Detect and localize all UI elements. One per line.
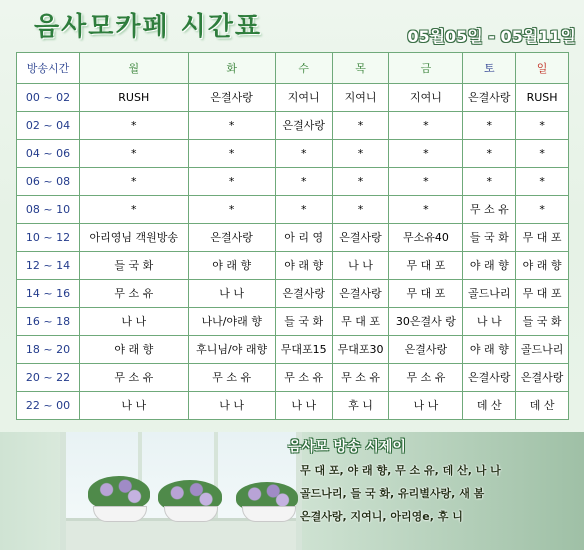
flower-pot-base-1 bbox=[93, 506, 147, 522]
table-row bbox=[17, 224, 569, 252]
time-slot-cell: 00 ~ 02 bbox=[17, 84, 80, 112]
schedule-cell: 지여니 bbox=[389, 84, 463, 112]
table-row bbox=[17, 84, 569, 112]
broadcasters-line-1: 무 대 포, 야 래 향, 무 소 유, 데 산, 나 나 bbox=[300, 464, 501, 477]
schedule-cell: 야 래 향 bbox=[80, 336, 189, 364]
schedule-cell: * bbox=[389, 112, 463, 140]
schedule-cell: 나 나 bbox=[275, 392, 332, 420]
flower-pot-1 bbox=[88, 476, 150, 510]
schedule-cell: 무 대 포 bbox=[332, 308, 389, 336]
schedule-cell: 데 산 bbox=[463, 392, 516, 420]
schedule-cell: * bbox=[332, 168, 389, 196]
schedule-cell: 나 나 bbox=[332, 252, 389, 280]
schedule-cell: * bbox=[332, 140, 389, 168]
schedule-cell: 들 국 화 bbox=[80, 252, 189, 280]
schedule-cell: * bbox=[332, 112, 389, 140]
schedule-cell: 무대포15 bbox=[275, 336, 332, 364]
table-row bbox=[17, 196, 569, 224]
schedule-cell: 나 나 bbox=[389, 392, 463, 420]
schedule-cell: * bbox=[516, 196, 569, 224]
schedule-cell: 야 래 향 bbox=[275, 252, 332, 280]
schedule-cell: 지여니 bbox=[332, 84, 389, 112]
schedule-cell: 지여니 bbox=[275, 84, 332, 112]
schedule-cell: * bbox=[188, 196, 275, 224]
schedule-cell: 나나/야래 향 bbox=[188, 308, 275, 336]
broadcasters-line-2: 골드나리, 들 국 화, 유리별사랑, 새 봄 bbox=[300, 487, 485, 500]
table-row bbox=[17, 280, 569, 308]
time-slot-cell: 20 ~ 22 bbox=[17, 364, 80, 392]
time-slot-cell: 02 ~ 04 bbox=[17, 112, 80, 140]
time-slot-cell: 18 ~ 20 bbox=[17, 336, 80, 364]
schedule-cell: * bbox=[275, 168, 332, 196]
time-slot-cell: 10 ~ 12 bbox=[17, 224, 80, 252]
schedule-cell: 무 대 포 bbox=[516, 224, 569, 252]
schedule-cell: 은결사랑 bbox=[188, 224, 275, 252]
schedule-cell: 은결사랑 bbox=[188, 84, 275, 112]
schedule-cell: 골드나리 bbox=[516, 336, 569, 364]
schedule-cell: 은결사랑 bbox=[463, 84, 516, 112]
schedule-cell: * bbox=[188, 140, 275, 168]
schedule-cell: 들 국 화 bbox=[275, 308, 332, 336]
schedule-cell: 아 리 영 bbox=[275, 224, 332, 252]
schedule-cell: 30은결사 랑 bbox=[389, 308, 463, 336]
schedule-cell: 무 소 유 bbox=[332, 364, 389, 392]
schedule-cell: * bbox=[389, 168, 463, 196]
schedule-cell: 나 나 bbox=[188, 280, 275, 308]
schedule-cell: 야 래 향 bbox=[516, 252, 569, 280]
table-row bbox=[17, 336, 569, 364]
schedule-cell: 무소유40 bbox=[389, 224, 463, 252]
broadcasters-line-3: 은결사랑, 지여니, 아리영e, 후 니 bbox=[300, 510, 463, 523]
time-slot-cell: 12 ~ 14 bbox=[17, 252, 80, 280]
schedule-cell: 무 대 포 bbox=[516, 280, 569, 308]
schedule-cell: 나 나 bbox=[80, 308, 189, 336]
schedule-cell: * bbox=[188, 168, 275, 196]
page-title: 음사모카페 시간표 bbox=[34, 12, 262, 42]
schedule-cell: * bbox=[516, 112, 569, 140]
schedule-cell: 무대포30 bbox=[332, 336, 389, 364]
schedule-cell: 후니님/야 래향 bbox=[188, 336, 275, 364]
table-row bbox=[17, 140, 569, 168]
schedule-cell: 야 래 향 bbox=[463, 252, 516, 280]
schedule-cell: 들 국 화 bbox=[463, 224, 516, 252]
schedule-cell: 무 소 유 bbox=[80, 280, 189, 308]
schedule-cell: 무 소 유 bbox=[463, 196, 516, 224]
schedule-cell: 아리영님 객원방송 bbox=[80, 224, 189, 252]
schedule-cell: 은결사랑 bbox=[389, 336, 463, 364]
schedule-cell: * bbox=[80, 196, 189, 224]
schedule-cell: 야 래 향 bbox=[463, 336, 516, 364]
header-day-fri: 금 bbox=[389, 53, 463, 84]
schedule-table bbox=[16, 52, 569, 420]
schedule-cell: 무 대 포 bbox=[389, 280, 463, 308]
date-range: 05월05일 - 05월11일 bbox=[407, 27, 576, 46]
schedule-cell: 나 나 bbox=[188, 392, 275, 420]
time-slot-cell: 16 ~ 18 bbox=[17, 308, 80, 336]
time-slot-cell: 06 ~ 08 bbox=[17, 168, 80, 196]
header-day-sat: 토 bbox=[463, 53, 516, 84]
table-row bbox=[17, 112, 569, 140]
header-day-sun: 일 bbox=[516, 53, 569, 84]
flower-pot-base-2 bbox=[164, 506, 218, 522]
schedule-cell: * bbox=[80, 168, 189, 196]
schedule-cell: * bbox=[188, 112, 275, 140]
schedule-header-row bbox=[17, 53, 569, 84]
schedule-cell: 나 나 bbox=[463, 308, 516, 336]
time-slot-cell: 14 ~ 16 bbox=[17, 280, 80, 308]
table-row bbox=[17, 392, 569, 420]
header-day-wed: 수 bbox=[275, 53, 332, 84]
header-day-mon: 월 bbox=[80, 53, 189, 84]
table-row bbox=[17, 308, 569, 336]
header-day-thu: 목 bbox=[332, 53, 389, 84]
schedule-cell: 무 소 유 bbox=[188, 364, 275, 392]
schedule-cell: 은결사랑 bbox=[275, 112, 332, 140]
broadcasters-title: 음사모 방송 시제이 bbox=[288, 439, 406, 455]
header-time: 방송시간 bbox=[17, 53, 80, 84]
schedule-cell: 무 소 유 bbox=[80, 364, 189, 392]
flower-pot-base-3 bbox=[242, 506, 296, 522]
schedule-cell: 은결사랑 bbox=[275, 280, 332, 308]
schedule-cell: RUSH bbox=[80, 84, 189, 112]
header-day-tue: 화 bbox=[188, 53, 275, 84]
schedule-cell: * bbox=[332, 196, 389, 224]
schedule-cell: 후 니 bbox=[332, 392, 389, 420]
schedule-cell: 무 대 포 bbox=[389, 252, 463, 280]
schedule-cell: * bbox=[389, 196, 463, 224]
schedule-cell: 무 소 유 bbox=[275, 364, 332, 392]
time-slot-cell: 04 ~ 06 bbox=[17, 140, 80, 168]
time-slot-cell: 08 ~ 10 bbox=[17, 196, 80, 224]
schedule-cell: 야 래 향 bbox=[188, 252, 275, 280]
schedule-cell: 은결사랑 bbox=[463, 364, 516, 392]
footer-banner bbox=[0, 432, 584, 550]
schedule-cell: 은결사랑 bbox=[332, 280, 389, 308]
schedule-cell: 데 산 bbox=[516, 392, 569, 420]
schedule-cell: * bbox=[463, 168, 516, 196]
table-row bbox=[17, 364, 569, 392]
time-slot-cell: 22 ~ 00 bbox=[17, 392, 80, 420]
schedule-cell: * bbox=[275, 140, 332, 168]
schedule-cell: 은결사랑 bbox=[332, 224, 389, 252]
schedule-cell: * bbox=[80, 140, 189, 168]
schedule-cell: * bbox=[516, 168, 569, 196]
schedule-cell: * bbox=[463, 140, 516, 168]
table-row bbox=[17, 168, 569, 196]
schedule-cell: * bbox=[275, 196, 332, 224]
window-sill bbox=[66, 518, 296, 550]
schedule-cell: 나 나 bbox=[80, 392, 189, 420]
schedule-cell: 은결사랑 bbox=[516, 364, 569, 392]
schedule-cell: * bbox=[463, 112, 516, 140]
schedule-cell: RUSH bbox=[516, 84, 569, 112]
schedule-cell: 무 소 유 bbox=[389, 364, 463, 392]
schedule-cell: * bbox=[389, 140, 463, 168]
schedule-body bbox=[17, 84, 569, 420]
schedule-cell: * bbox=[80, 112, 189, 140]
schedule-cell: 들 국 화 bbox=[516, 308, 569, 336]
table-row bbox=[17, 252, 569, 280]
schedule-cell: 골드나리 bbox=[463, 280, 516, 308]
schedule-cell: * bbox=[516, 140, 569, 168]
